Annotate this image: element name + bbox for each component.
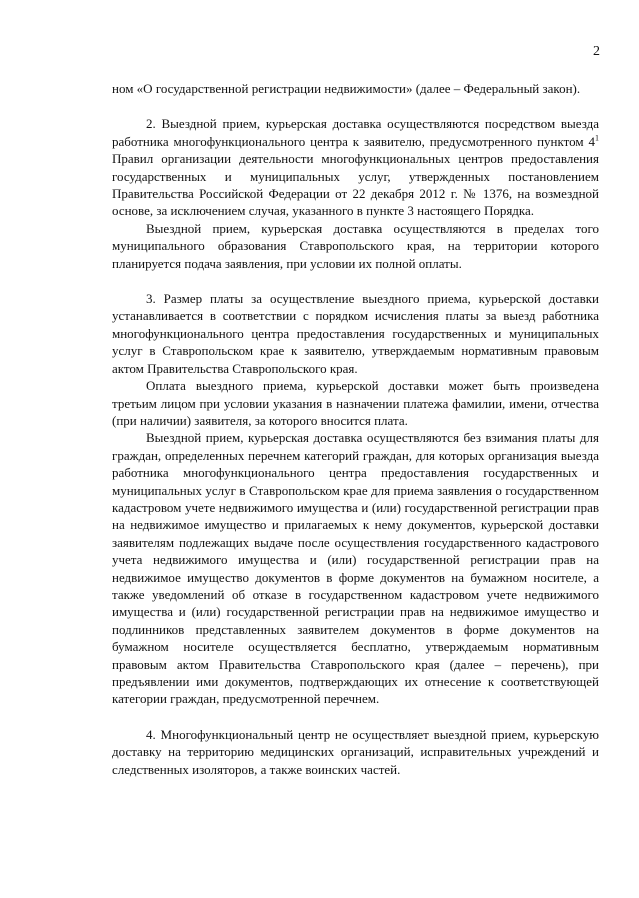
paragraph-section-3: 3. Размер платы за осуществление выездного приема, курьерской доставки устанавливается в соответствии с порядком исчисления платы за выезд работника многофункционального центра предоставления государственных и муниципальных услуг в Ставропольском крае к заявителю, утверждаемым нормативным правовым актом Правительства Ставропольского края. bbox=[112, 291, 599, 376]
paragraph-third-party-payment: Оплата выездного приема, курьерской доставки может быть произведена третьим лицом при условии указания в назначении платежа фамилии, имени, отчества (при наличии) заявителя, за которого вносится плата. bbox=[112, 378, 599, 428]
section-2-text-end: Правил организации деятельности многофункциональных центров предоставления государственных и муниципальных услуг, утвержденных постановлением Правительства Российской Федерации от 22 декабря 2012 г. № 1376, на возмездной основе, за исключением случая, указанного в пункте 3 настоящего Порядка. bbox=[112, 151, 599, 219]
page-number: 2 bbox=[593, 44, 600, 59]
document-body bbox=[112, 80, 599, 778]
paragraph-section-2 bbox=[112, 115, 599, 219]
superscript: 1 bbox=[595, 133, 599, 143]
paragraph-section-2-territory: Выездной прием, курьерская доставка осуществляются в пределах того муниципального образования Ставропольского края, на территории которого планируется подача заявления, при условии их полной оплаты. bbox=[112, 220, 599, 271]
paragraph-section-4: 4. Многофункциональный центр не осуществляет выездной прием, курьерскую доставку на территорию медицинских организаций, исправительных учреждений и следственных изоляторов, а также воинских частей. bbox=[112, 726, 599, 777]
section-2-text-start: 2. Выездной прием, курьерская доставка осуществляются посредством выезда работника многофункционального центра к заявителю, предусмотренного пунктом 4 bbox=[112, 116, 599, 149]
paragraph-federal-law-continuation: ном «О государственной регистрации недвижимости» (далее – Федеральный закон). bbox=[112, 81, 581, 96]
paragraph-free-of-charge: Выездной прием, курьерская доставка осуществляются без взимания платы для граждан, определенных перечнем категорий граждан, для которых организация выезда работника многофункционального центра предоставления государственных и муниципальных услуг в Ставропольском крае для приема заявления о государственном кадастровом учете недвижимого имущества и (или) государственной регистрации прав на недвижимое имущество и прилагаемых к нему документов, курьерской доставки заявителям подлежащих выдаче после осуществления государственного кадастрового учета недвижимого имущества и (или) государственной регистрации прав на недвижимое имущество документов в форме документов на бумажном носителе, а также уведомлений об отказе в государственном кадастровом учете недвижимого имущества и (или) государственной регистрации прав на недвижимое имущество и подлинников представленных заявителем документов в форме документов на бумажном носителе осуществляется бесплатно, утверждаемым нормативным правовым актом Правительства Ставропольского края (далее – перечень), при предъявлении ими документов, подтверждающих их отнесение к соответствующей категории граждан, предусмотренной перечнем. bbox=[112, 430, 599, 707]
